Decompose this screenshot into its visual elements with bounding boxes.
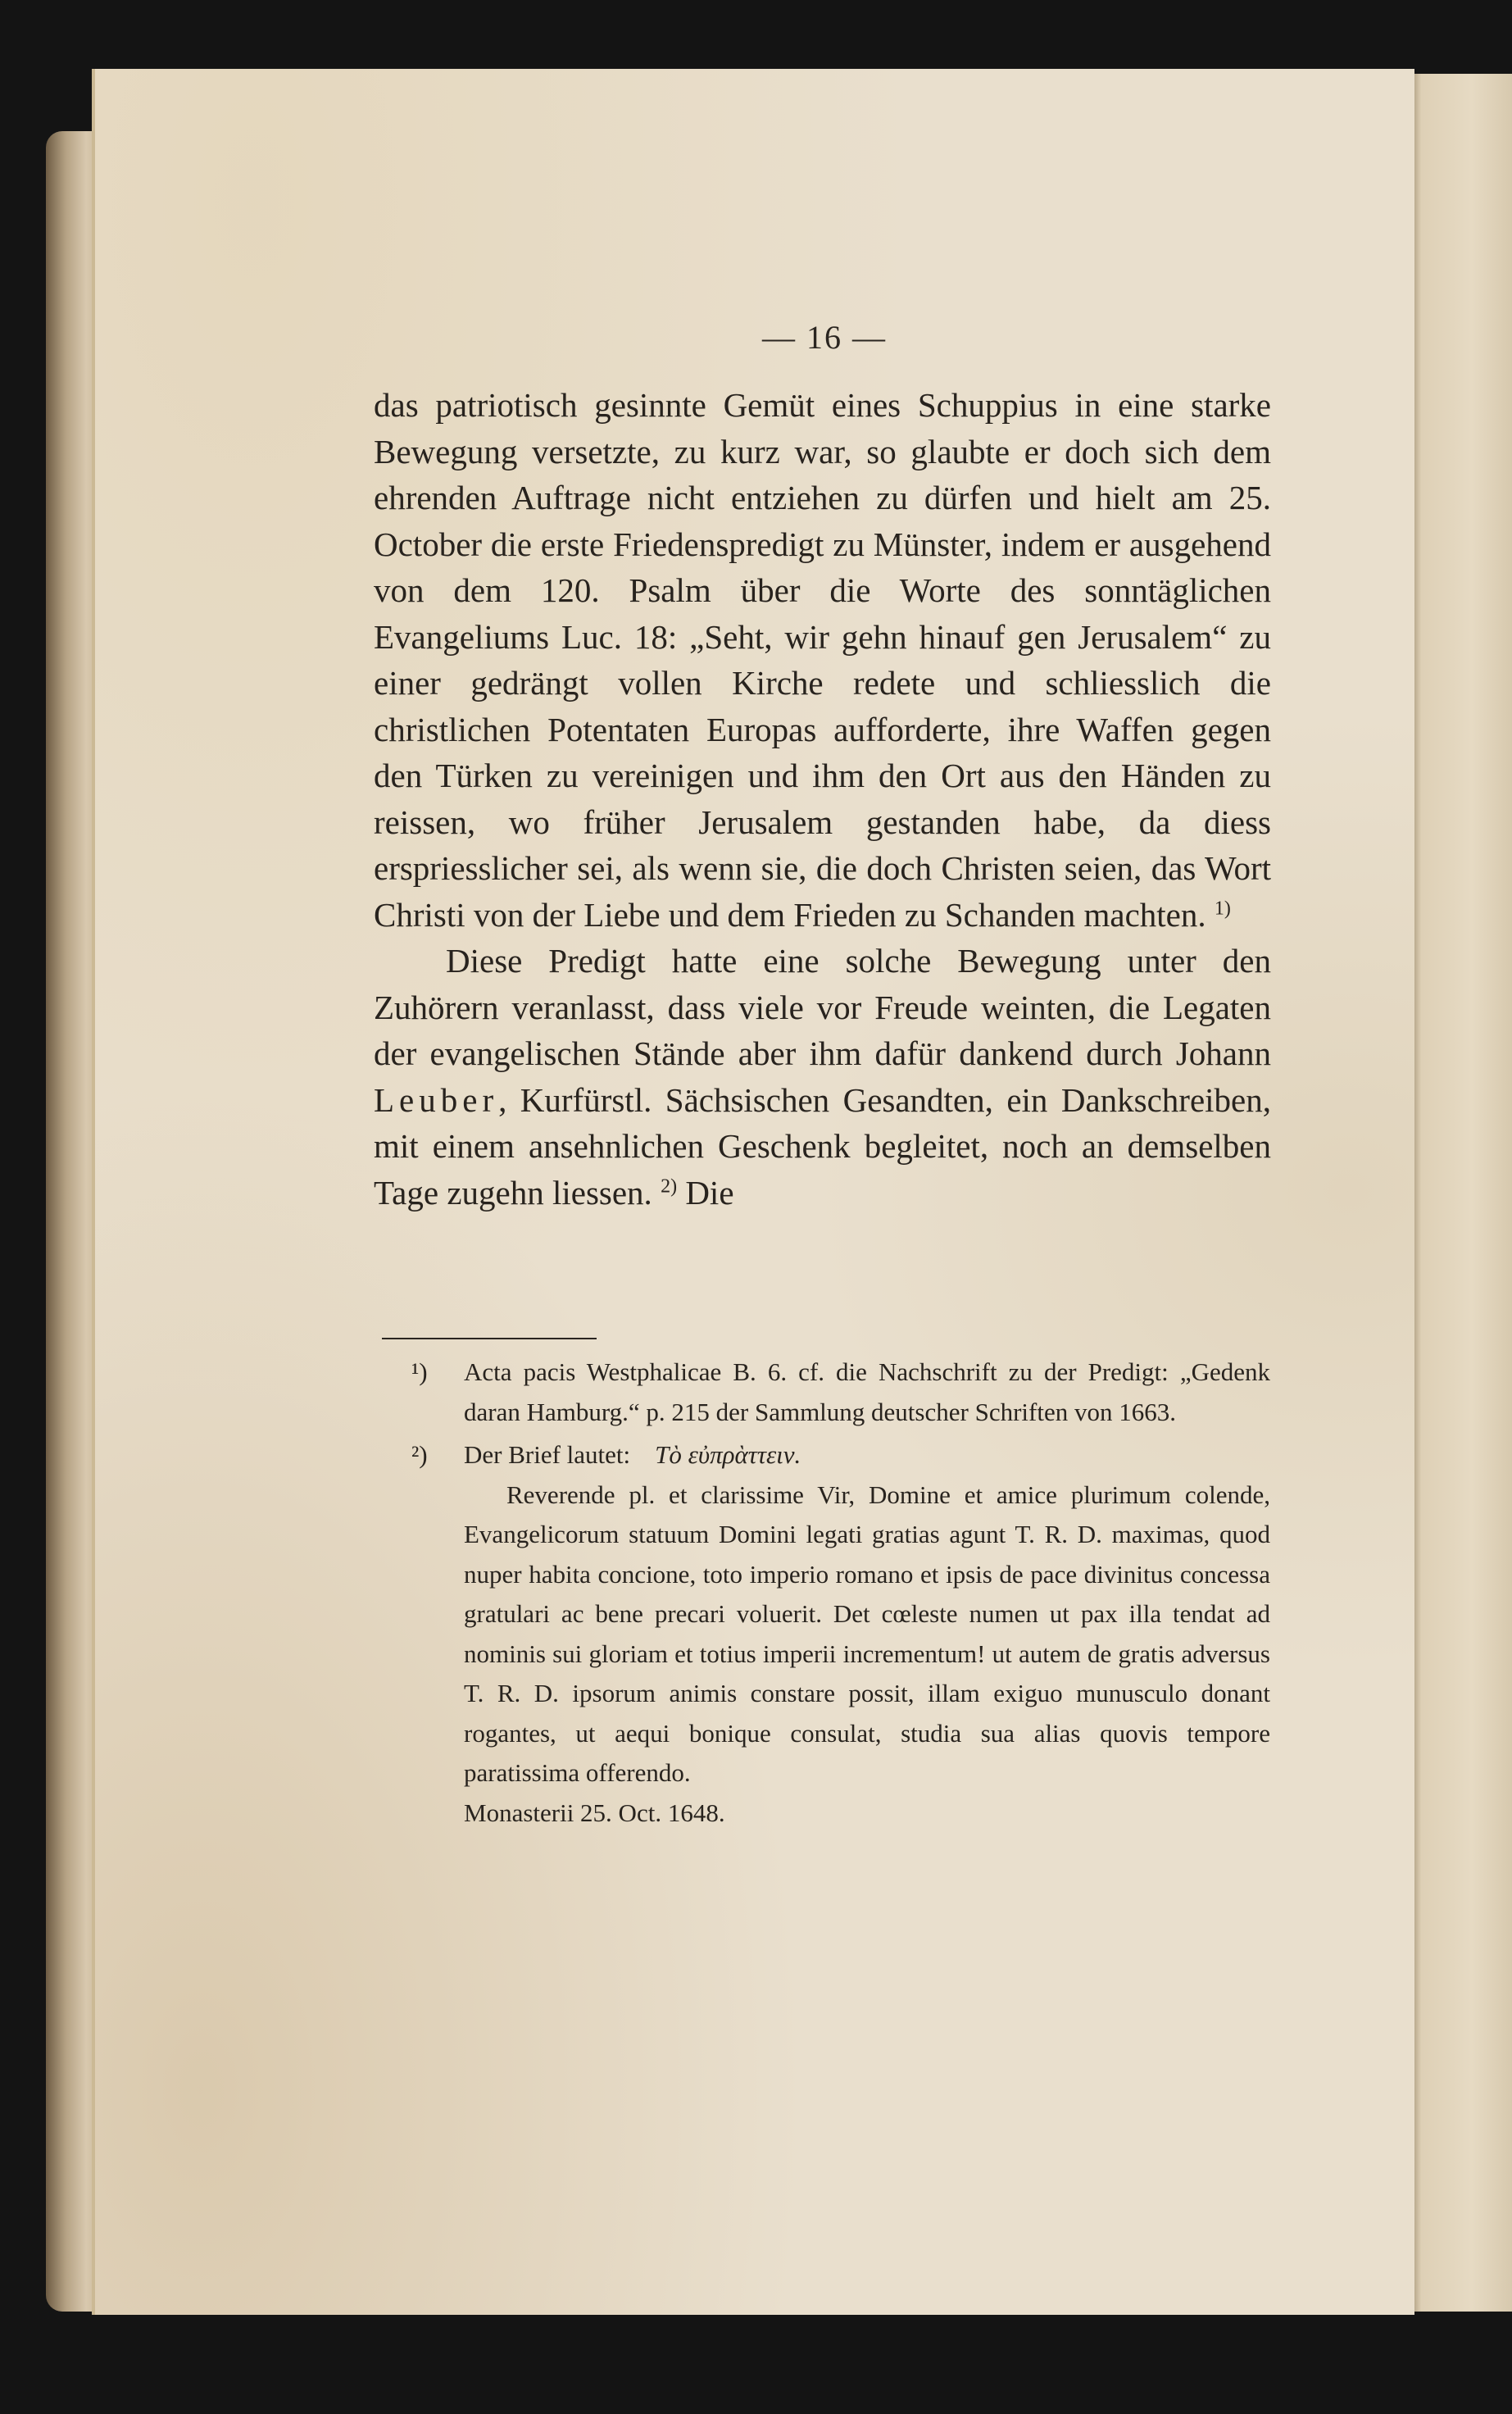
facing-page-edge — [1411, 74, 1512, 2312]
page-number: — 16 — — [762, 319, 887, 356]
paragraph-1-text: das patriotisch gesinnte Gemüt eines Schuppius in eine starke Bewegung versetzte, zu kurz war, so glaubte er doch sich dem ehrenden Auftrage nicht entziehen zu dürfen und hielt am 25. October die erste Friedenspredigt zu Münster, indem er ausgehend von dem 120. Psalm über die Worte des sonntäglichen Evangeliums Luc. 18: „Seht, wir gehn hinauf gen Jerusalem“ zu einer gedrängt vollen Kirche redete und schliesslich die christlichen Potentaten Europas aufforderte, ihre Waffen gegen den Türken zu vereinigen und ihm den Ort aus den Händen zu reissen, wo früher Jerusalem gestanden habe, da diess erspriesslicher sei, als wenn sie, die doch Christen seien, das Wort Christi von der Liebe und dem Frieden zu Schanden machten. — [374, 386, 1271, 934]
footnote-2-date: Monasterii 25. Oct. 1648. — [464, 1798, 725, 1827]
footnote-1-marker: ¹) — [411, 1357, 428, 1386]
footnotes — [397, 1352, 1270, 1834]
paragraph-2-text-a: Diese Predigt hatte eine solche Bewegung unter den Zuhörern veranlasst, dass viele vor Freude weinten, die Legaten der evangelischen Stände aber ihm dafür dankend durch Johann — [374, 942, 1271, 1072]
footnote-2-text: Reverende pl. et clarissime Vir, Domine et amice plurimum colende, Evangelicorum statuum Domini legati gratias agunt T. R. D. maximas, quod nuper habita concione, toto imperio romano et ipsis de pace divinitus concessa gratulari ac bene precari voluerit. Det cœleste numen ut pax illa tendat ad nominis sui gloriam et totius imperii incrementum! ut autem de gratis adversus T. R. D. ipsorum animis constare possit, illam exiguo munusculo donant rogantes, ut aequi bonique consulat, studia sua alias quovis tempore paratissima offerendo. — [464, 1480, 1270, 1787]
footnote-2-greek: Τὸ εὐπρὰττειν. — [655, 1440, 801, 1469]
footnote-2-heading — [464, 1435, 1270, 1475]
paragraph-1 — [374, 382, 1271, 938]
footnote-2-marker: ²) — [411, 1440, 428, 1469]
footnote-2 — [397, 1435, 1270, 1833]
main-text — [374, 382, 1271, 1216]
footnote-2-intro: Der Brief lautet: — [464, 1440, 631, 1469]
footnote-1 — [397, 1352, 1270, 1432]
footnote-1-text: Acta pacis Westphalicae B. 6. cf. die Nachschrift zu der Predigt: „Gedenk daran Hamburg.“ p. 215 der Sammlung deutscher Schriften von 1663. — [464, 1357, 1270, 1426]
paragraph-2 — [374, 938, 1271, 1216]
footnote-separator — [382, 1338, 597, 1339]
paragraph-2-text-c: Die — [677, 1173, 734, 1212]
footnote-ref-1: 1) — [1214, 897, 1231, 919]
footnote-ref-2: 2) — [661, 1175, 678, 1197]
paragraph-2-text-b: , Kurfürstl. Sächsischen Gesandten, ein Dankschreiben, mit einem ansehnlichen Geschenk begleitet, noch an demselben Tage zugehn liessen. — [374, 1080, 1271, 1212]
name-leuber: Leuber — [374, 1080, 499, 1119]
